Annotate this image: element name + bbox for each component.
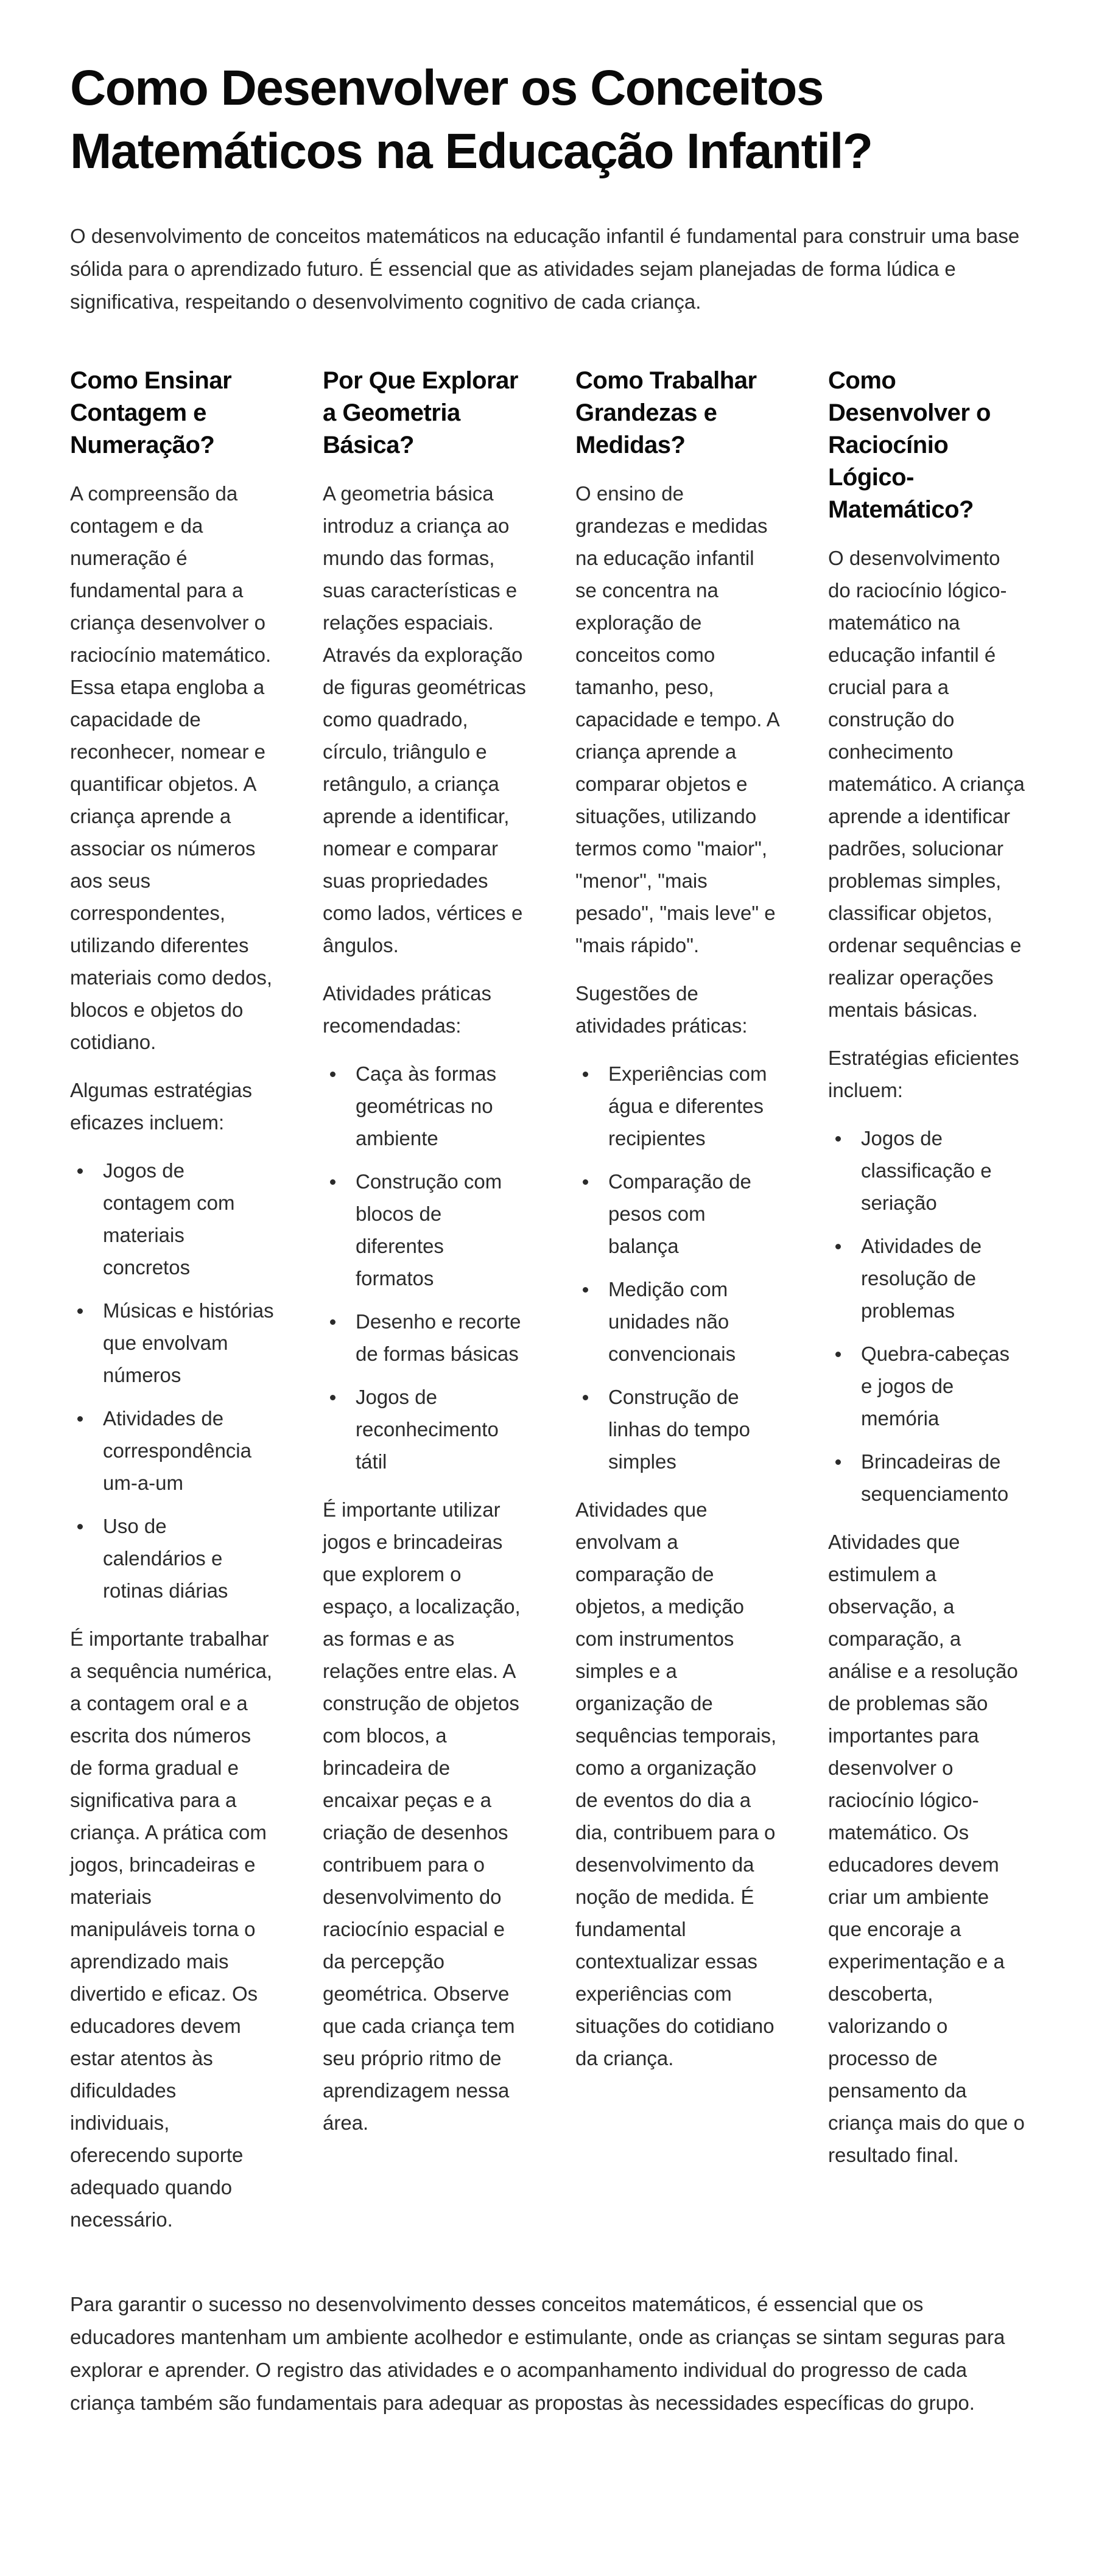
column-counting xyxy=(70,365,323,2251)
column-logic xyxy=(828,365,1026,2251)
list-item: Desenho e recorte de formas básicas xyxy=(356,1305,527,1370)
column-paragraph: A geometria básica introduz a criança ao mundo das formas, suas características e relações espaciais. Através da exploração de figuras geométricas como quadrado, círculo, triângulo e retângulo, a criança aprende a identificar, nomear e comparar suas propriedades como lados, vértices e ângulos. xyxy=(323,482,526,956)
column-measures xyxy=(575,365,828,2251)
list-item: Músicas e histórias que envolvam números xyxy=(103,1294,274,1391)
closing-paragraph: Para garantir o sucesso no desenvolvimento desses conceitos matemáticos, é essencial que os educadores mantenham um ambiente acolhedor e estimulante, onde as crianças se sintam seguras para explorar e aprender. O registro das atividades e o acompanhamento individual do progresso de cada criança também são fundamentais para adequar as propostas às necessidades específicas do grupo. xyxy=(70,2293,1005,2414)
column-paragraph: Atividades que envolvam a comparação de objetos, a medição com instrumentos simples e a organização de sequências temporais, como a organização de eventos do dia a dia, contribuem para o desenvolvimento da noção de medida. É fundamental contextualizar essas experiências com situações do cotidiano da criança. xyxy=(575,1498,777,2069)
column-list-intro: Estratégias eficientes incluem: xyxy=(828,1047,1019,1101)
bullet-list xyxy=(575,1058,779,1478)
list-item: Atividades de resolução de problemas xyxy=(861,1230,1026,1327)
list-item: Quebra-cabeças e jogos de memória xyxy=(861,1338,1026,1434)
column-paragraph: O desenvolvimento do raciocínio lógico-matemático na educação infantil é crucial para a construção do conhecimento matemático. A criança aprende a identificar padrões, solucionar problemas simples, classificar objetos, ordenar sequências e realizar operações mentais básicas. xyxy=(828,547,1025,1021)
column-heading: Como Trabalhar Grandezas e Medidas? xyxy=(575,367,757,458)
column-paragraph: É importante utilizar jogos e brincadeiras que explorem o espaço, a localização, as formas e as relações entre elas. A construção de objetos com blocos, a brincadeira de encaixar peças e a criação de desenhos contribuem para o desenvolvimento do raciocínio espacial e da percepção geométrica. Observe que cada criança tem seu próprio ritmo de aprendizagem nessa área. xyxy=(323,1498,521,2134)
column-paragraph: Atividades que estimulem a observação, a comparação, a análise e a resolução de problemas são importantes para desenvolver o raciocínio lógico-matemático. Os educadores devem criar um ambiente que encoraje a experimentação e a descoberta, valorizando o processo de pensamento da criança mais do que o resultado final. xyxy=(828,1531,1025,2166)
list-item: Brincadeiras de sequenciamento xyxy=(861,1445,1026,1510)
column-list-intro: Atividades práticas recomendadas: xyxy=(323,982,491,1037)
list-item: Jogos de reconhecimento tátil xyxy=(356,1381,527,1478)
list-item: Uso de calendários e rotinas diárias xyxy=(103,1510,274,1607)
bullet-list xyxy=(323,1058,527,1478)
topic-columns xyxy=(70,365,1026,2251)
list-item: Construção de linhas do tempo simples xyxy=(608,1381,779,1478)
column-geometry xyxy=(323,365,575,2251)
column-list-intro: Algumas estratégias eficazes incluem: xyxy=(70,1079,252,1134)
list-item: Construção com blocos de diferentes formatos xyxy=(356,1165,527,1294)
column-list-intro: Sugestões de atividades práticas: xyxy=(575,982,748,1037)
column-paragraph: A compreensão da contagem e da numeração é fundamental para a criança desenvolver o raciocínio matemático. Essa etapa engloba a capacidade de reconhecer, nomear e quantificar objetos. A criança aprende a associar os números aos seus correspondentes, utilizando diferentes materiais como dedos, blocos e objetos do cotidiano. xyxy=(70,482,272,1053)
column-heading: Como Ensinar Contagem e Numeração? xyxy=(70,367,232,458)
column-heading: Por Que Explorar a Geometria Básica? xyxy=(323,367,518,458)
bullet-list xyxy=(828,1122,1026,1510)
list-item: Comparação de pesos com balança xyxy=(608,1165,779,1262)
list-item: Experiências com água e diferentes recipientes xyxy=(608,1058,779,1154)
list-item: Jogos de contagem com materiais concretos xyxy=(103,1154,274,1283)
intro-paragraph: O desenvolvimento de conceitos matemáticos na educação infantil é fundamental para construir uma base sólida para o aprendizado futuro. É essencial que as atividades sejam planejadas de forma lúdica e significativa, respeitando o desenvolvimento cognitivo de cada criança. xyxy=(70,225,1020,313)
list-item: Medição com unidades não convencionais xyxy=(608,1273,779,1370)
column-heading: Como Desenvolver o Raciocínio Lógico-Matemático? xyxy=(828,367,991,523)
page-title: Como Desenvolver os Conceitos Matemáticos na Educação Infantil? xyxy=(70,60,873,179)
list-item: Jogos de classificação e seriação xyxy=(861,1122,1026,1219)
bullet-list xyxy=(70,1154,274,1607)
list-item: Atividades de correspondência um-a-um xyxy=(103,1402,274,1499)
column-paragraph: É importante trabalhar a sequência numérica, a contagem oral e a escrita dos números de forma gradual e significativa para a criança. A prática com jogos, brincadeiras e materiais manipuláveis torna o aprendizado mais divertido e eficaz. Os educadores devem estar atentos às dificuldades individuais, oferecendo suporte adequado quando necessário. xyxy=(70,1627,273,2231)
column-paragraph: O ensino de grandezas e medidas na educação infantil se concentra na exploração de conceitos como tamanho, peso, capacidade e tempo. A criança aprende a comparar objetos e situações, utilizando termos como "maior", "menor", "mais pesado", "mais leve" e "mais rápido". xyxy=(575,482,779,956)
list-item: Caça às formas geométricas no ambiente xyxy=(356,1058,527,1154)
